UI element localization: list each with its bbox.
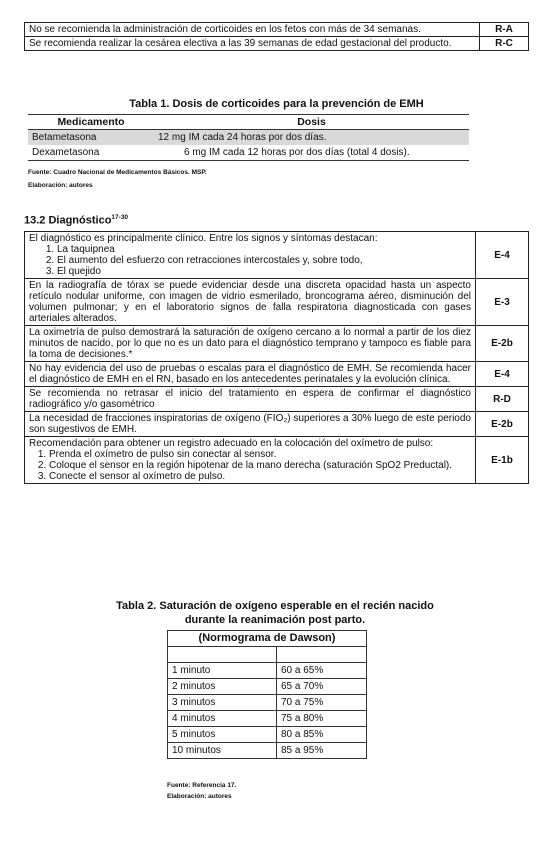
list-item: 3. Conecte el sensor al oxímetro de pulso. — [49, 471, 471, 482]
table-row — [168, 679, 367, 695]
table-cell — [168, 647, 277, 663]
table-cell: 65 a 70% — [277, 679, 367, 695]
table-header: (Normograma de Dawson) — [168, 631, 367, 647]
table-cell: 2 minutos — [168, 679, 277, 695]
evidence-level: E-1b — [476, 437, 529, 484]
table-row — [25, 387, 529, 412]
evidence-text: La necesidad de fracciones inspiratorias de oxígeno (FIO₂) superiores a 30% luego de este periodo son sugestivos de EMH. — [25, 412, 476, 437]
table-cell: 75 a 80% — [277, 711, 367, 727]
evidence-level: E-3 — [476, 279, 529, 326]
table-cell: 85 a 95% — [277, 743, 367, 759]
column-header: Medicamento — [28, 115, 154, 130]
table-row — [168, 743, 367, 759]
table2-source: Fuente: Referencia 17. — [167, 782, 237, 789]
section-title: 13.2 Diagnóstico — [24, 214, 112, 227]
sign-list — [29, 244, 471, 277]
table-row — [25, 437, 529, 484]
table-row — [25, 412, 529, 437]
table2-title-line1: Tabla 2. Saturación de oxígeno esperable en el recién nacido — [116, 600, 434, 612]
table-row — [168, 695, 367, 711]
evidence-level: R-A — [480, 23, 529, 37]
evidence-cell — [25, 232, 476, 279]
table-header-row — [28, 115, 469, 130]
list-item: 2. Coloque el sensor en la región hipotenar de la mano derecha (saturación SpO2 Preductal). — [49, 460, 471, 471]
table-cell: 70 a 75% — [277, 695, 367, 711]
dosage-table — [28, 114, 469, 161]
table-row — [28, 145, 469, 161]
table-cell: 4 minutos — [168, 711, 277, 727]
saturation-table — [167, 630, 367, 759]
section-references: 17-30 — [111, 214, 129, 221]
table-cell: 60 a 65% — [277, 663, 367, 679]
table1-elaboration: Elaboración: autores — [28, 182, 93, 189]
evidence-level: E-2b — [476, 326, 529, 362]
table1-title: Tabla 1. Dosis de corticoides para la prevención de EMH — [129, 98, 424, 110]
table-row — [25, 362, 529, 387]
table-header-row — [168, 631, 367, 647]
table-row — [168, 727, 367, 743]
table-row — [25, 232, 529, 279]
evidence-text: Se recomienda no retrasar el inicio del tratamiento en espera de confirmar el diagnóstico radiográfico y/o gasométrico — [25, 387, 476, 412]
evidence-level: E-4 — [476, 362, 529, 387]
evidence-level: E-2b — [476, 412, 529, 437]
column-header: Dosis — [154, 115, 469, 130]
table1-source: Fuente: Cuadro Nacional de Medicamentos Básicos. MSP. — [28, 169, 207, 176]
table-row — [25, 279, 529, 326]
table-row — [168, 711, 367, 727]
table-cell: 6 mg IM cada 12 horas por dos días (total 4 dosis). — [154, 145, 469, 161]
table-cell: Betametasona — [28, 130, 154, 146]
evidence-level: E-4 — [476, 232, 529, 279]
table-cell: Dexametasona — [28, 145, 154, 161]
recommendation-text: Se recomienda realizar la cesárea electiva a las 39 semanas de edad gestacional del producto. — [25, 37, 480, 51]
evidence-level: R-D — [476, 387, 529, 412]
list-item: 2. El aumento del esfuerzo con retracciones intercostales y, sobre todo, — [57, 255, 471, 266]
table-cell: 10 minutos — [168, 743, 277, 759]
evidence-text: La oximetría de pulso demostrará la saturación de oxígeno cercano a lo normal a partir de los diez minutos de nacido, por lo que no es un dato para el diagnóstico temprano y tampoco es fiable para la toma de decisiones.* — [25, 326, 476, 362]
evidence-cell — [25, 437, 476, 484]
evidence-level: R-C — [480, 37, 529, 51]
table-row — [28, 130, 469, 146]
section-heading — [24, 214, 128, 227]
table-row — [25, 23, 529, 37]
evidence-text: No hay evidencia del uso de pruebas o escalas para el diagnóstico de EMH. Se recomienda hacer el diagnóstico de EMH en el RN, basado en los antecedentes perinatales y la evolución clínica. — [25, 362, 476, 387]
table2-title — [60, 599, 490, 627]
evidence-intro: Recomendación para obtener un registro adecuado en la colocación del oxímetro de pulso: — [29, 438, 434, 449]
table-cell: 5 minutos — [168, 727, 277, 743]
table2-elaboration: Elaboración: autores — [167, 793, 232, 800]
table-cell: 1 minuto — [168, 663, 277, 679]
evidence-intro: El diagnóstico es principalmente clínico. Entre los signos y síntomas destacan: — [29, 233, 378, 244]
list-item: 1. Prenda el oxímetro de pulso sin conectar al sensor. — [49, 449, 471, 460]
table-cell — [277, 647, 367, 663]
list-item: 3. El quejido — [57, 266, 471, 277]
recommendation-text: No se recomienda la administración de corticoides en los fetos con más de 34 semanas. — [25, 23, 480, 37]
recommendation-table — [24, 22, 529, 51]
table-row — [25, 37, 529, 51]
table-row — [168, 663, 367, 679]
table2-title-line2: durante la reanimación post parto. — [184, 614, 366, 626]
list-item: 1. La taquipnea — [57, 244, 471, 255]
table-cell: 80 a 85% — [277, 727, 367, 743]
table-cell: 3 minutos — [168, 695, 277, 711]
table-row — [25, 326, 529, 362]
table-cell: 12 mg IM cada 24 horas por dos días. — [154, 130, 469, 146]
evidence-table — [24, 231, 529, 484]
step-list — [29, 449, 471, 482]
table-row — [168, 647, 367, 663]
evidence-text: En la radiografía de tórax se puede evidenciar desde una discreta opacidad hasta un aspecto retículo nodular uniforme, con imagen de vidrio esmerilado, broncograma aéreo, disminución del volumen pulmonar; y en el laboratorio signos de falla respiratoria diagnosticada con gases arteriales alterados. — [25, 279, 476, 326]
